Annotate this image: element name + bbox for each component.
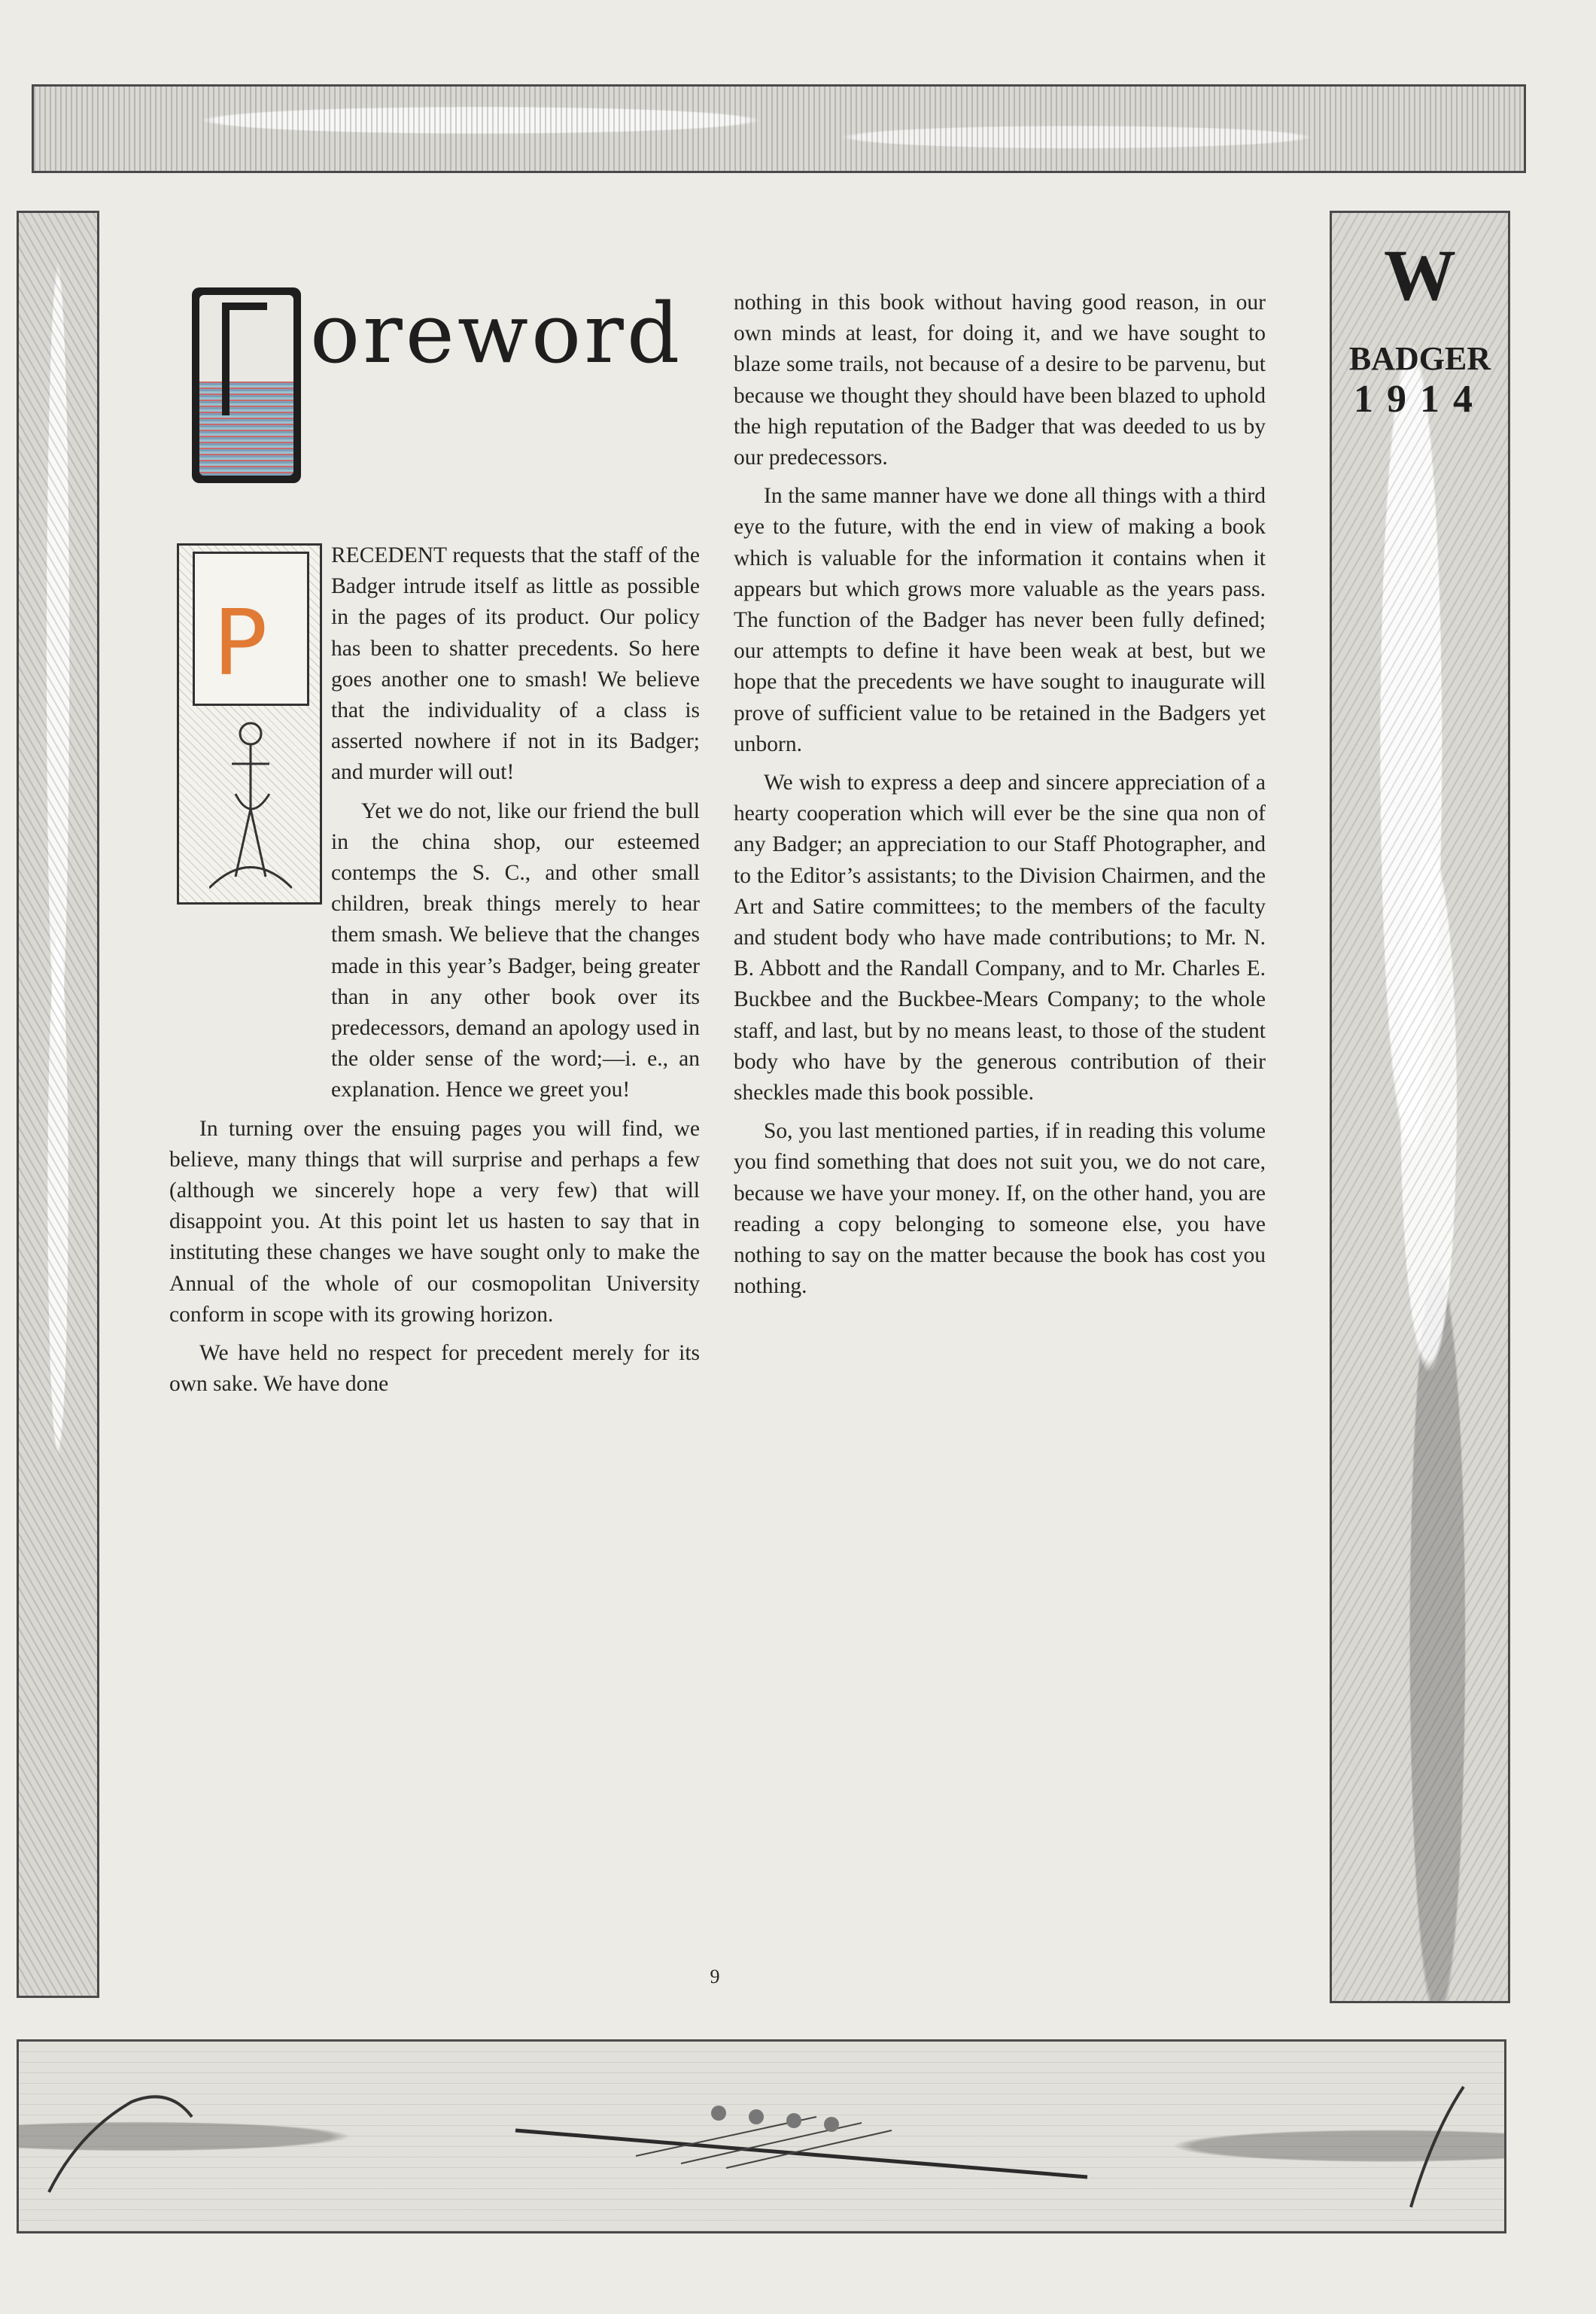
page-number: 9 (710, 1966, 720, 1987)
paragraph-1: RECEDENT requests that the staff of the Badger intrude itself as little as possible in the pages of its product. Our policy has been to shatter precedents. So here goes another one to smash! We believe that the individuality of a class is asserted nowhere if not in its Badger; and murder will out! (331, 543, 700, 785)
title-initial-block (192, 287, 301, 483)
paragraph-4: We have held no respect for precedent merely for its own sake. We have done (169, 1341, 700, 1397)
bottom-rowing-illustration (17, 2039, 1506, 2233)
right-decorative-border (1330, 211, 1510, 2003)
paragraph-5: In the same manner have we done all things with a third eye to the future, with the end in view of making a book which is valuable for the information it contains when it appears but which grows more valuable as the years pass. The function of the Badger has never been fully defined; our attempts to define it have been weak at best, but we hope that the precedents we have sought to inaugurate will prove of sufficient value to be retained in the Badgers yet unborn. (734, 484, 1266, 756)
title-initial-illustration (199, 295, 293, 476)
top-decorative-border (32, 84, 1526, 173)
text-column-left (169, 540, 700, 1407)
side-year: 1914 (1354, 378, 1486, 421)
rowing-scene-icon (19, 2042, 1504, 2231)
paragraph-4-continued: nothing in this book without having good reason, in our own minds at least, for doing it, and we have sought to blaze some trails, not because of a desire to be parvenu, but because we thought they should have been blazed to uphold the high reputation of the Badger that was deeded to us by our predecessors. (734, 290, 1266, 470)
text-column-right (734, 287, 1266, 1310)
dropcap-letter: P (213, 591, 268, 696)
paragraph-7: So, you last mentioned parties, if in reading this volume you find something that does not suit you, we do not care, because we have your money. If, on the other hand, you are reading a copy belonging to someone else, you have nothing to say on the matter because the book has cost you nothing. (734, 1119, 1266, 1299)
left-decorative-border (17, 211, 99, 1998)
paragraph-2: Yet we do not, like our friend the bull in the china shop, our esteemed contemps the S. C., and other small children, break things merely to hear them smash. We believe that the changes made in this year’s Badger, being greater than in any other book over its predecessors, demand an apology used in the older sense of the word;—i. e., an explanation. Hence we greet you! (331, 798, 700, 1102)
side-name: BADGER (1348, 340, 1491, 377)
initial-f-glyph (222, 303, 267, 415)
paragraph-6: We wish to express a deep and sincere appreciation of a hearty cooperation which will ever be the sine qua non of any Badger; an appreciation to our Staff Photographer, and to the Editor’s assistants; to the Division Chairmen, and the Art and Satire committees; to the members of the faculty and student body who have made contributions; to Mr. N. B. Abbott and the Randall Company, and to Mr. Charles E. Buckbee and the Buckbee-Mears Company; to the whole staff, and last, but by no means least, to those of the student body who have by the generous contribution of their sheckles made this book possible. (734, 771, 1266, 1105)
side-letter: W (1384, 235, 1456, 315)
page-title: oreword (310, 285, 683, 382)
paragraph-3: In turning over the ensuing pages you will find, we believe, many things that will surprise and perhaps a few (although we sincerely hope a very few) that will disappoint you. At this point let us hasten to say that in instituting these changes we have sought only to make the Annual of the whole of our cosmopolitan University conform in scope with its growing horizon. (169, 1116, 700, 1327)
